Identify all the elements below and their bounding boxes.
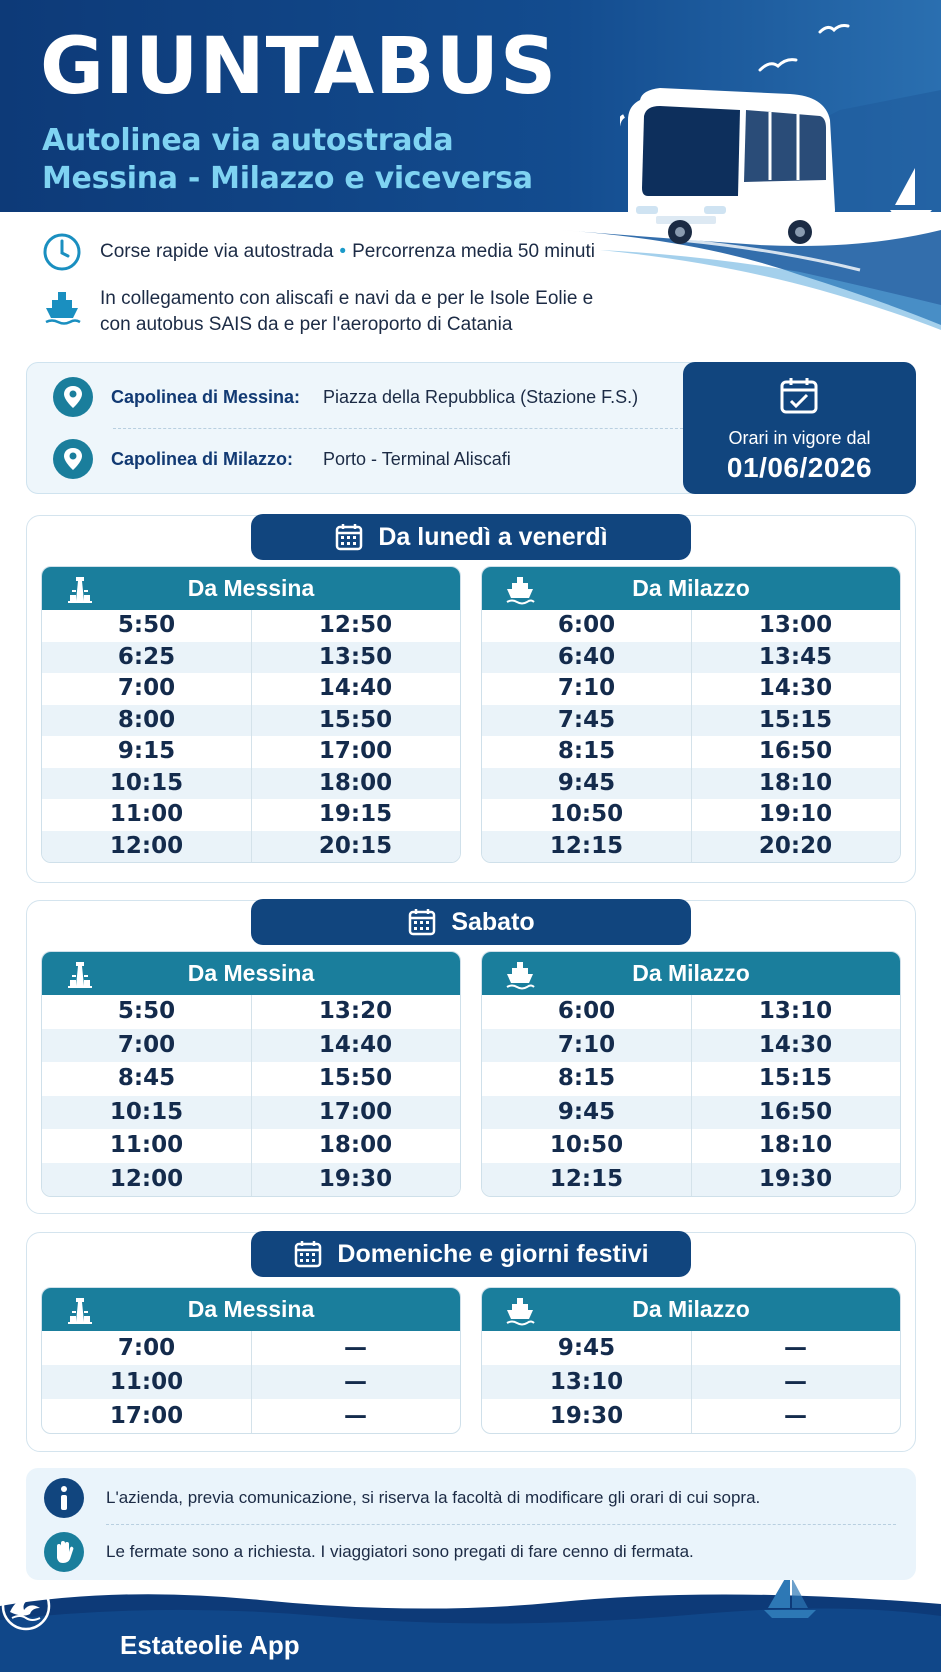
table-row: [482, 831, 900, 863]
feature-connections: [42, 286, 593, 338]
table-row: [42, 673, 460, 705]
departure-time-left: 12:15: [549, 832, 624, 859]
terminal-milazzo-label: Capolinea di Milazzo:: [111, 448, 294, 469]
seagull-icon: [760, 26, 848, 71]
departure-time-left: 8:45: [117, 1065, 176, 1091]
departure-time-right: 14:40: [318, 675, 393, 701]
table-title: Da Messina: [187, 1296, 315, 1322]
departure-time-right: —: [784, 1335, 807, 1361]
departure-time-left: 7:45: [557, 706, 616, 733]
table-body: [42, 1331, 460, 1433]
table-row: [482, 1096, 900, 1130]
location-pin-icon: [53, 439, 93, 479]
departure-time-left: 10:50: [549, 1132, 624, 1158]
table-row: [42, 1163, 460, 1197]
table-row: [482, 799, 900, 831]
departure-time-left: 6:40: [557, 643, 616, 670]
table-title: Da Messina: [187, 960, 315, 986]
table-title: Da Milazzo: [632, 960, 750, 986]
departure-time-left: 6:25: [117, 643, 176, 670]
departure-time-left: 8:00: [117, 706, 176, 733]
departure-time-right: 19:10: [758, 801, 833, 827]
table-header: [42, 1288, 460, 1331]
lighthouse-icon: [64, 573, 96, 605]
table-row: [42, 1365, 460, 1399]
footer-app-name: Estateolie App: [120, 1630, 300, 1660]
departure-time-right: 17:00: [318, 1098, 393, 1125]
footer: [0, 1580, 941, 1672]
calendar-icon: [293, 1239, 323, 1269]
departure-time-left: 6:00: [557, 998, 616, 1024]
route-subtitle: [42, 122, 533, 198]
departure-time-right: 17:00: [318, 738, 393, 764]
departure-time-left: 9:45: [557, 769, 616, 796]
departure-time-right: 18:00: [318, 769, 393, 796]
departure-time-left: 7:00: [117, 1335, 176, 1361]
table-header: [482, 567, 900, 610]
departure-time-right: —: [344, 1369, 367, 1395]
table-from-messina: [41, 951, 461, 1197]
schedule-saturday: [26, 900, 916, 1214]
departure-time-right: 12:50: [318, 612, 393, 638]
terminal-messina-value: Piazza della Repubblica (Stazione F.S.): [323, 386, 639, 407]
table-body: [42, 995, 460, 1196]
table-row: [482, 1331, 900, 1365]
brand-title: GIUNTABUS: [40, 22, 558, 112]
schedule-sundays-holidays: [26, 1232, 916, 1452]
note-2-text: Le fermate sono a richiesta. I viaggiatori sono pregati di fare cenno di fermata.: [106, 1542, 694, 1561]
departure-time-right: 18:00: [318, 1132, 393, 1158]
table-row: [42, 799, 460, 831]
departure-time-left: 10:50: [549, 801, 624, 827]
section-title: [251, 514, 691, 560]
departure-time-right: 15:15: [758, 706, 833, 733]
departure-time-right: 15:50: [318, 1065, 393, 1091]
table-row: [42, 1062, 460, 1096]
departure-time-left: 7:10: [557, 675, 616, 701]
departure-time-left: 7:10: [557, 1031, 616, 1058]
departure-time-right: 13:00: [758, 612, 833, 638]
table-header: [42, 952, 460, 995]
header-banner: [0, 0, 941, 330]
ship-icon: [504, 958, 536, 990]
departure-time-right: 18:10: [758, 769, 833, 796]
table-row: [482, 610, 900, 642]
departure-time-right: 14:30: [758, 675, 833, 701]
terminal-messina: [53, 377, 638, 417]
note-1-text: L'azienda, previa comunicazione, si riserva la facoltà di modificare gli orari di cui sopra.: [106, 1488, 761, 1507]
table-row: [42, 736, 460, 768]
ship-icon: [504, 1294, 536, 1326]
note-request-stops: [44, 1532, 694, 1572]
ship-icon: [42, 286, 82, 326]
table-row: [42, 610, 460, 642]
table-from-messina: [41, 566, 461, 863]
table-row: [482, 1029, 900, 1063]
section-title-text: Sabato: [451, 907, 535, 936]
table-title: Da Milazzo: [632, 575, 750, 601]
table-row: [482, 1163, 900, 1197]
departure-time-left: 12:15: [549, 1165, 624, 1192]
table-row: [482, 1365, 900, 1399]
table-title: Da Messina: [187, 575, 315, 601]
validity-box: [683, 362, 916, 494]
departure-time-left: 8:15: [557, 1065, 616, 1091]
departure-time-right: 13:50: [318, 643, 393, 670]
table-body: [482, 610, 900, 862]
wave-logo-icon: [0, 1580, 52, 1632]
departure-time-right: —: [784, 1403, 807, 1429]
table-row: [482, 705, 900, 737]
table-header: [482, 952, 900, 995]
departure-time-right: 13:20: [318, 998, 393, 1024]
table-body: [482, 995, 900, 1196]
calendar-icon: [334, 522, 364, 552]
departure-time-right: 19:30: [758, 1165, 833, 1192]
departure-time-left: 10:15: [109, 769, 184, 796]
table-row: [42, 1129, 460, 1163]
section-title-text: Da lunedì a venerdì: [378, 522, 608, 551]
departure-time-right: 16:50: [758, 738, 833, 764]
lighthouse-icon: [64, 1294, 96, 1326]
departure-time-right: 15:50: [318, 706, 393, 733]
departure-time-right: 13:45: [758, 643, 833, 670]
table-row: [42, 1331, 460, 1365]
departure-time-left: 9:45: [557, 1335, 616, 1361]
table-row: [42, 705, 460, 737]
departure-time-left: 5:50: [117, 998, 176, 1024]
table-row: [42, 768, 460, 800]
table-from-messina: [41, 1287, 461, 1434]
schedule-weekdays: [26, 515, 916, 883]
table-row: [482, 1399, 900, 1433]
terminal-milazzo: [53, 439, 511, 479]
table-row: [482, 768, 900, 800]
subtitle-line-2: Messina - Milazzo e viceversa: [42, 161, 533, 196]
section-title: [251, 899, 691, 945]
departure-time-right: 14:30: [758, 1031, 833, 1058]
departure-time-right: —: [344, 1335, 367, 1361]
section-title-text: Domeniche e giorni festivi: [337, 1239, 649, 1268]
clock-icon: [42, 232, 82, 272]
ship-icon: [504, 573, 536, 605]
hand-icon: [44, 1532, 84, 1572]
departure-time-left: 7:00: [117, 1031, 176, 1058]
table-row: [42, 1096, 460, 1130]
departure-time-left: 11:00: [109, 1132, 184, 1158]
departure-time-right: 19:15: [318, 801, 393, 827]
divider: [106, 1524, 896, 1525]
departure-time-right: 19:30: [318, 1165, 393, 1192]
table-title: Da Milazzo: [632, 1296, 750, 1322]
table-row: [42, 1029, 460, 1063]
table-row: [42, 642, 460, 674]
table-body: [482, 1331, 900, 1433]
departure-time-left: 11:00: [109, 1369, 184, 1395]
departure-time-left: 12:00: [109, 1165, 184, 1192]
departure-time-right: 20:15: [318, 832, 393, 859]
sailboat-icon: [890, 168, 932, 218]
table-from-milazzo: [481, 566, 901, 863]
departure-time-right: —: [344, 1403, 367, 1429]
notes-panel: [26, 1468, 916, 1580]
table-row: [482, 995, 900, 1029]
departure-time-right: 18:10: [758, 1132, 833, 1158]
table-row: [482, 673, 900, 705]
table-row: [482, 642, 900, 674]
section-title: [251, 1231, 691, 1277]
table-body: [42, 610, 460, 862]
validity-label: Orari in vigore dal: [728, 428, 871, 448]
departure-time-left: 5:50: [117, 612, 176, 638]
departure-time-left: 9:45: [557, 1098, 616, 1125]
feature-fast-text: Corse rapide via autostrada: [100, 241, 334, 262]
departure-time-left: 10:15: [109, 1098, 184, 1125]
departure-time-left: 9:15: [117, 738, 176, 764]
calendar-icon: [407, 907, 437, 937]
bus-illustration: [620, 20, 941, 260]
calendar-check-icon: [777, 374, 821, 418]
feature-connections-line-1: In collegamento con aliscafi e navi da e per le Isole Eolie e: [100, 288, 594, 309]
terminal-milazzo-value: Porto - Terminal Aliscafi: [323, 448, 511, 469]
departure-time-left: 12:00: [109, 832, 184, 859]
terminal-messina-label: Capolinea di Messina:: [111, 386, 301, 407]
table-from-milazzo: [481, 951, 901, 1197]
table-row: [42, 1399, 460, 1433]
subtitle-line-1: Autolinea via autostrada: [42, 123, 454, 158]
departure-time-right: 15:15: [758, 1065, 833, 1091]
feature-connections-line-2: con autobus SAIS da e per l'aeroporto di Catania: [100, 314, 513, 335]
table-from-milazzo: [481, 1287, 901, 1434]
departure-time-right: —: [784, 1369, 807, 1395]
table-row: [42, 831, 460, 863]
departure-time-left: 13:10: [549, 1369, 624, 1395]
divider: [113, 428, 688, 429]
departure-time-left: 6:00: [557, 612, 616, 638]
table-header: [42, 567, 460, 610]
separator-dot: •: [339, 241, 347, 262]
departure-time-left: 11:00: [109, 801, 184, 827]
departure-time-right: 14:40: [318, 1031, 393, 1058]
departure-time-right: 16:50: [758, 1098, 833, 1125]
info-icon: [44, 1478, 84, 1518]
table-row: [482, 736, 900, 768]
departure-time-right: 20:20: [758, 832, 833, 859]
location-pin-icon: [53, 377, 93, 417]
departure-time-right: 13:10: [758, 998, 833, 1024]
departure-time-left: 17:00: [109, 1403, 184, 1429]
note-schedule-changes: [44, 1478, 760, 1518]
feature-fast-rides: [42, 232, 595, 272]
departure-time-left: 7:00: [117, 675, 176, 701]
validity-date: 01/06/2026: [726, 452, 873, 483]
departure-time-left: 19:30: [549, 1403, 624, 1429]
table-row: [42, 995, 460, 1029]
table-row: [482, 1129, 900, 1163]
table-row: [482, 1062, 900, 1096]
table-header: [482, 1288, 900, 1331]
lighthouse-icon: [64, 958, 96, 990]
feature-duration-text: Percorrenza media 50 minuti: [352, 241, 595, 262]
departure-time-left: 8:15: [557, 738, 616, 764]
